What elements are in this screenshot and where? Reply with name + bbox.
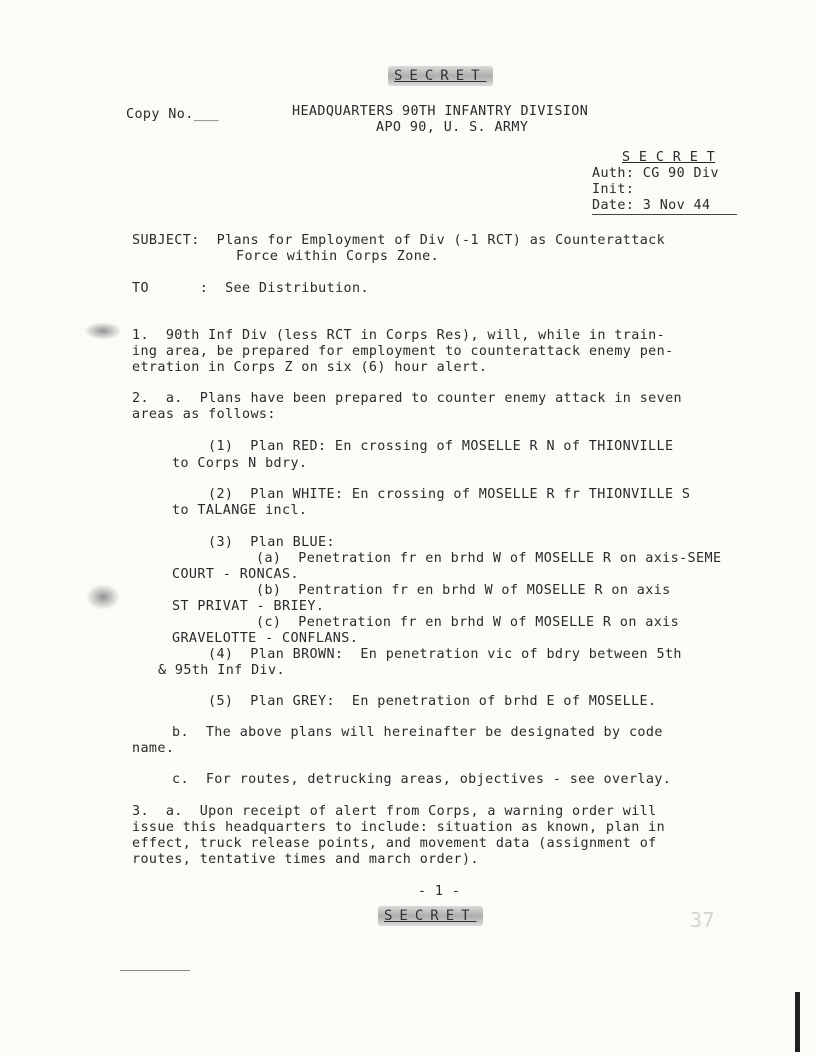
- date-line: Date: 3 Nov 44: [592, 198, 711, 213]
- para-2c-line: c. For routes, detrucking areas, objectives - see overlay.: [172, 772, 672, 787]
- plan-white-line-1: (2) Plan WHITE: En crossing of MOSELLE R fr THIONVILLE S: [208, 487, 691, 502]
- plan-blue-a-line-2: COURT - RONCAS.: [172, 567, 299, 582]
- auth-classification: S E C R E T: [622, 150, 716, 165]
- headquarters-line-1: HEADQUARTERS 90TH INFANTRY DIVISION: [292, 104, 589, 119]
- classification-stamp-bottom: SECRET: [378, 906, 483, 926]
- scan-stray-mark: [120, 970, 190, 971]
- plan-brown-line-2: & 95th Inf Div.: [158, 663, 285, 678]
- headquarters-line-2: APO 90, U. S. ARMY: [376, 120, 529, 135]
- plan-grey-line: (5) Plan GREY: En penetration of brhd E of MOSELLE.: [208, 694, 657, 709]
- init-line: Init:: [592, 182, 635, 197]
- subject-line-1: SUBJECT: Plans for Employment of Div (-1 RCT) as Counterattack: [132, 233, 666, 248]
- copy-number: Copy No.___: [126, 107, 220, 122]
- plan-blue-a-line-1: (a) Penetration fr en brhd W of MOSELLE R on axis-SEME: [256, 551, 722, 566]
- plan-red-line-2: to Corps N bdry.: [172, 456, 308, 471]
- para-1-line-3: etration in Corps Z on six (6) hour alert.: [132, 360, 488, 375]
- para-3a-line-1: 3. a. Upon receipt of alert from Corps, a warning order will: [132, 804, 657, 819]
- page-number: - 1 -: [418, 884, 461, 899]
- plan-blue-c-line-2: GRAVELOTTE - CONFLANS.: [172, 631, 359, 646]
- plan-blue-c-line-1: (c) Penetration fr en brhd W of MOSELLE R on axis: [256, 615, 680, 630]
- para-3a-line-2: issue this headquarters to include: situation as known, plan in: [132, 820, 666, 835]
- auth-underline: [592, 214, 737, 215]
- plan-brown-line-1: (4) Plan BROWN: En penetration vic of bdry between 5th: [208, 647, 682, 662]
- auth-line: Auth: CG 90 Div: [592, 166, 719, 181]
- scan-edge-line: [795, 992, 800, 1052]
- classification-stamp-top: SECRET: [388, 66, 493, 86]
- to-line: TO : See Distribution.: [132, 281, 369, 296]
- para-2a-line-2: areas as follows:: [132, 407, 276, 422]
- punch-hole-mark: [86, 584, 120, 610]
- plan-white-line-2: to TALANGE incl.: [172, 503, 308, 518]
- plan-blue-b-line-1: (b) Pentration fr en brhd W of MOSELLE R on axis: [256, 583, 671, 598]
- para-1-line-2: ing area, be prepared for employment to counterattack enemy pen-: [132, 344, 674, 359]
- para-2b-line-1: b. The above plans will hereinafter be designated by code: [172, 725, 663, 740]
- subject-line-2: Force within Corps Zone.: [236, 249, 440, 264]
- para-3a-line-3: effect, truck release points, and movement data (assignment of: [132, 836, 657, 851]
- para-2b-line-2: name.: [132, 741, 175, 756]
- plan-blue-b-line-2: ST PRIVAT - BRIEY.: [172, 599, 325, 614]
- margin-note: 37: [690, 908, 715, 932]
- plan-blue-heading: (3) Plan BLUE:: [208, 535, 335, 550]
- punch-hole-mark: [84, 322, 122, 340]
- para-2a-line-1: 2. a. Plans have been prepared to counter enemy attack in seven: [132, 391, 683, 406]
- plan-red-line-1: (1) Plan RED: En crossing of MOSELLE R N of THIONVILLE: [208, 439, 674, 454]
- authorization-block: [592, 150, 737, 215]
- para-1-line-1: 1. 90th Inf Div (less RCT in Corps Res), will, while in train-: [132, 328, 666, 343]
- para-3a-line-4: routes, tentative times and march order).: [132, 852, 479, 867]
